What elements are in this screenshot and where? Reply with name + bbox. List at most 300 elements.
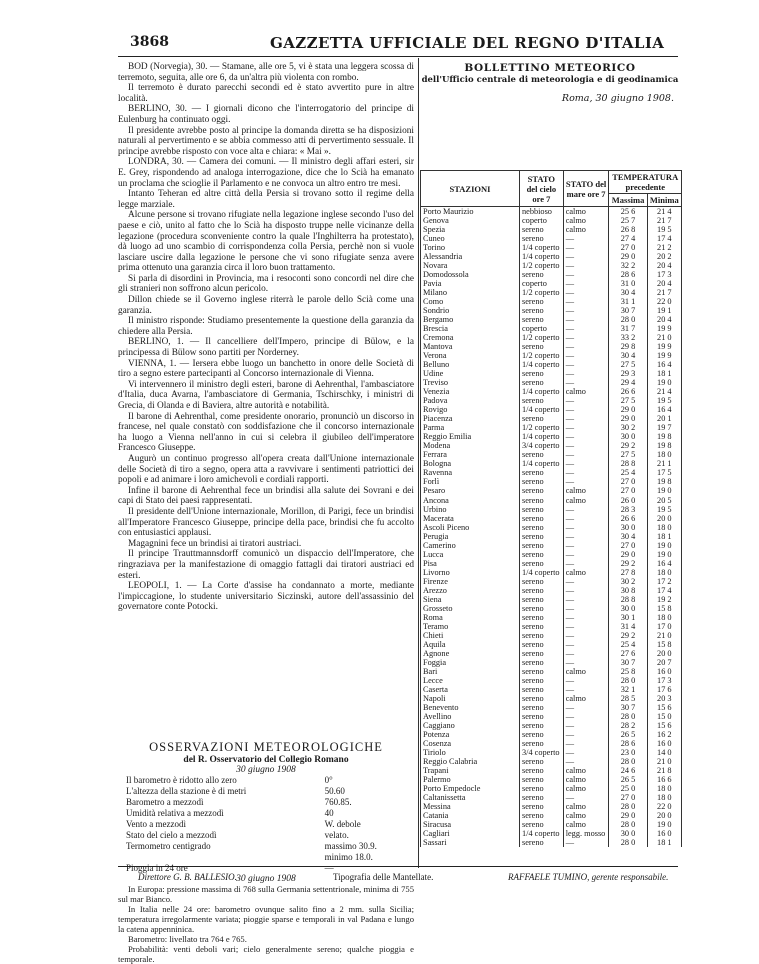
sky-state: sereno (520, 550, 564, 559)
station-name: Bergamo (421, 315, 520, 324)
sky-state: sereno (520, 820, 564, 829)
sea-state: — (563, 306, 609, 315)
sea-state: — (563, 577, 609, 586)
footer-director: Direttore G. B. BALLESIO. (138, 872, 237, 882)
station-row (421, 721, 682, 730)
temp-max: 25 0 (609, 784, 647, 793)
station-name: Modena (421, 441, 520, 450)
station-row (421, 207, 682, 217)
temp-min: 21 7 (647, 288, 681, 297)
sea-state: — (563, 234, 609, 243)
station-name: Cuneo (421, 234, 520, 243)
sea-state: — (563, 532, 609, 541)
station-name: Spezia (421, 225, 520, 234)
observation-value: minimo 18.0. (324, 852, 373, 862)
station-row (421, 766, 682, 775)
sky-state: 1/2 coperto (520, 351, 564, 360)
temp-min: 19 1 (647, 306, 681, 315)
sea-state: — (563, 649, 609, 658)
station-name: Macerata (421, 514, 520, 523)
sky-state: sereno (520, 802, 564, 811)
temp-min: 15 6 (647, 721, 681, 730)
sea-state: — (563, 721, 609, 730)
temp-min: 19 0 (647, 820, 681, 829)
station-name: Chieti (421, 631, 520, 640)
temp-min: 21 1 (647, 459, 681, 468)
temp-max: 26 6 (609, 387, 647, 396)
sky-state: sereno (520, 468, 564, 477)
news-paragraph: Il presidente dell'Unione internazionale, Morillon, di Parigi, fece un brindisi all'Imperatore Francesco Giuseppe, principe della pace, brindisi che fu accolto con entusiastici applausi. (118, 506, 414, 539)
station-name: Porto Maurizio (421, 207, 520, 217)
temp-max: 27 4 (609, 234, 647, 243)
station-name: Catania (421, 811, 520, 820)
sky-state: sereno (520, 721, 564, 730)
station-name: Avellino (421, 712, 520, 721)
temp-min: 22 0 (647, 802, 681, 811)
sky-state: sereno (520, 486, 564, 495)
sea-state: — (563, 351, 609, 360)
temp-min: 20 1 (647, 414, 681, 423)
sky-state: sereno (520, 703, 564, 712)
observation-row (118, 841, 414, 852)
sea-state: calmo (563, 486, 609, 495)
sea-state: — (563, 324, 609, 333)
news-paragraph: Il barone di Aehrenthal, come presidente onorario, pronunciò un discorso in francese, nel quale constatò con soddisfazione che il concorso internazionale ha luogo a Vienna nell'anno in cui si celebra il giubileo dell'imperatore Francesco Giuseppe. (118, 411, 414, 454)
station-row (421, 595, 682, 604)
temp-max: 27 0 (609, 541, 647, 550)
sea-state: — (563, 604, 609, 613)
sky-state: sereno (520, 766, 564, 775)
station-row (421, 757, 682, 766)
temp-max: 31 1 (609, 297, 647, 306)
temp-min: 21 2 (647, 243, 681, 252)
sea-state: — (563, 658, 609, 667)
gazette-title: GAZZETTA UFFICIALE DEL REGNO D'ITALIA (270, 34, 665, 52)
temp-max: 30 8 (609, 586, 647, 595)
news-paragraph: VIENNA, 1. — Iersera ebbe luogo un banchetto in onore delle Società di tiro a segno estere partecipanti al Concorso internazionale di Vienna. (118, 358, 414, 380)
station-row (421, 775, 682, 784)
station-name: Caltanissetta (421, 793, 520, 802)
sea-state: — (563, 748, 609, 757)
station-row (421, 360, 682, 369)
station-name: Udine (421, 369, 520, 378)
sea-state: — (563, 432, 609, 441)
sea-state: calmo (563, 775, 609, 784)
temp-max: 29 2 (609, 631, 647, 640)
sky-state: sereno (520, 739, 564, 748)
sea-state: — (563, 468, 609, 477)
news-paragraph: LONDRA, 30. — Camera dei comuni. — Il ministro degli affari esteri, sir E. Grey, rispondendo ad analoga interrogazione, dice che lo Scià ha emanato un proclama che scioglie il Parlamento e ne convoca un altro entro tre mesi. (118, 157, 414, 189)
sea-state: calmo (563, 802, 609, 811)
sea-state: calmo (563, 820, 609, 829)
sky-state: sereno (520, 532, 564, 541)
station-name: Piacenza (421, 414, 520, 423)
news-paragraph: LEOPOLI, 1. — La Corte d'assise ha condannato a morte, mediante l'impiccagione, lo studente universitario Siczinski, autore dell'assassinio del governatore conte Potocki. (118, 581, 414, 613)
station-name: Messina (421, 802, 520, 811)
sky-state: sereno (520, 658, 564, 667)
news-paragraph: Si parla di disordini in Provincia, ma i resoconti sono concordi nel dire che gli stranieri non soffrono alcun pericolo. (118, 273, 414, 295)
observation-row (118, 819, 414, 830)
station-name: Reggio Calabria (421, 757, 520, 766)
station-row (421, 396, 682, 405)
sea-state: — (563, 441, 609, 450)
sky-state: coperto (520, 324, 564, 333)
sky-state: sereno (520, 315, 564, 324)
temp-min: 17 6 (647, 685, 681, 694)
sea-state: — (563, 595, 609, 604)
temp-min: 17 5 (647, 468, 681, 477)
station-row (421, 351, 682, 360)
station-row (421, 252, 682, 261)
station-row (421, 261, 682, 270)
station-row (421, 550, 682, 559)
station-name: Brescia (421, 324, 520, 333)
sea-state: — (563, 730, 609, 739)
sky-state: coperto (520, 216, 564, 225)
sky-state: 1/4 coperto (520, 432, 564, 441)
observation-value: W. debole (324, 819, 361, 829)
station-name: Agnone (421, 649, 520, 658)
temp-min: 21 0 (647, 631, 681, 640)
sky-state: sereno (520, 631, 564, 640)
station-row (421, 423, 682, 432)
temp-min: 18 0 (647, 613, 681, 622)
sea-state: — (563, 333, 609, 342)
station-row (421, 649, 682, 658)
news-paragraph: Il terremoto è durato parecchi secondi ed è stato avvertito pure in altre località. (118, 83, 414, 104)
sky-state: 1/4 coperto (520, 568, 564, 577)
temp-min: 20 4 (647, 261, 681, 270)
station-row (421, 838, 682, 847)
temp-max: 30 4 (609, 532, 647, 541)
sky-state: sereno (520, 234, 564, 243)
station-name: Parma (421, 423, 520, 432)
station-name: Cagliari (421, 829, 520, 838)
news-paragraph: Il principe Trauttmannsdorff comunicò un dispaccio dell'Imperatore, che ringraziava per la manifestazione di omaggio fattagli dai tiratori austriaci ed esteri. (118, 549, 414, 581)
temp-max: 31 0 (609, 279, 647, 288)
sky-state: sereno (520, 685, 564, 694)
observation-value: velato. (324, 830, 349, 840)
news-paragraph: Il ministro risponde: Studiamo presentemente la questione della garanzia da chiedere alla Persia. (118, 316, 414, 337)
sky-state: sereno (520, 676, 564, 685)
station-row (421, 342, 682, 351)
sky-state: 1/4 coperto (520, 252, 564, 261)
temp-min: 22 0 (647, 297, 681, 306)
sea-state: — (563, 369, 609, 378)
sky-state: 1/2 coperto (520, 261, 564, 270)
sky-state: sereno (520, 306, 564, 315)
station-row (421, 568, 682, 577)
temp-max: 31 7 (609, 324, 647, 333)
sky-state: 1/2 coperto (520, 288, 564, 297)
temp-max: 30 1 (609, 613, 647, 622)
temp-max: 29 2 (609, 559, 647, 568)
station-row (421, 288, 682, 297)
temp-max: 28 6 (609, 270, 647, 279)
temp-max: 27 5 (609, 360, 647, 369)
temp-max: 30 7 (609, 306, 647, 315)
bulletin (420, 62, 680, 848)
station-name: Pesaro (421, 486, 520, 495)
temp-max: 28 0 (609, 802, 647, 811)
temp-max: 29 0 (609, 414, 647, 423)
temp-max: 28 0 (609, 757, 647, 766)
observation-value: massimo 30.9. (324, 841, 377, 851)
sea-state: — (563, 631, 609, 640)
station-row (421, 820, 682, 829)
station-name: Milano (421, 288, 520, 297)
station-row (421, 333, 682, 342)
temp-max: 23 0 (609, 748, 647, 757)
temp-min: 19 0 (647, 550, 681, 559)
temp-max: 27 0 (609, 793, 647, 802)
temp-min: 16 0 (647, 667, 681, 676)
temp-max: 29 0 (609, 811, 647, 820)
station-row (421, 225, 682, 234)
news-paragraph: Alcune persone si trovano rifugiate nella legazione inglese secondo l'uso del paese e ciò, unito al fatto che lo Scià ha disposto truppe nelle vicinanze della legazione (procedura sconveniente contro la quale l'Inghilterra ha protestato), dà luogo ad uno scambio di corrispondenza colla Persia, perchè non si vuole lasciare uscire dalla legazione le persone che vi sono rifugiate senza avere prima ottenuto una garanzia circa il loro buon trattamento. (118, 210, 414, 274)
station-name: Pavia (421, 279, 520, 288)
observation-label: Pioggia in 24 ore (126, 863, 188, 873)
station-name: Forlì (421, 477, 520, 486)
temp-max: 28 0 (609, 676, 647, 685)
station-name: Domodossola (421, 270, 520, 279)
sea-state: — (563, 541, 609, 550)
temp-max: 27 0 (609, 486, 647, 495)
station-row (421, 748, 682, 757)
temp-max: 25 8 (609, 667, 647, 676)
station-row (421, 730, 682, 739)
station-name: Caserta (421, 685, 520, 694)
sea-state: — (563, 360, 609, 369)
temp-max: 30 2 (609, 423, 647, 432)
sky-state: sereno (520, 667, 564, 676)
sea-state: — (563, 712, 609, 721)
sky-state: sereno (520, 640, 564, 649)
station-name: Padova (421, 396, 520, 405)
station-row (421, 622, 682, 631)
sea-state: — (563, 685, 609, 694)
observation-note: Probabilità: venti deboli vari; cielo generalmente sereno; qualche pioggia e temporale. (118, 944, 414, 964)
station-row (421, 523, 682, 532)
temp-min: 18 0 (647, 450, 681, 459)
sky-state: sereno (520, 396, 564, 405)
temp-min: 17 4 (647, 234, 681, 243)
news-paragraph: Dillon chiede se il Governo inglese riterrà le parole dello Scià come una garanzia. (118, 295, 414, 316)
observation-note: In Italia nelle 24 ore: barometro ovunque salito fino a 2 mm. sulla Sicilia; temperatura irregolarmente variata; pioggie sparse e temporali in val Padana e lungo la catena appenninica. (118, 904, 414, 934)
station-name: Firenze (421, 577, 520, 586)
sea-state: — (563, 523, 609, 532)
sky-state: 3/4 coperto (520, 748, 564, 757)
station-row (421, 405, 682, 414)
observations-table (118, 775, 414, 964)
temp-min: 14 0 (647, 748, 681, 757)
station-row (421, 604, 682, 613)
observation-value: 40 (324, 808, 334, 818)
station-row (421, 243, 682, 252)
sky-state: sereno (520, 559, 564, 568)
sea-state: — (563, 288, 609, 297)
col-massima: Massima (609, 194, 647, 207)
temp-max: 29 3 (609, 369, 647, 378)
sky-state: sereno (520, 414, 564, 423)
temp-max: 29 4 (609, 378, 647, 387)
station-row (421, 306, 682, 315)
station-row (421, 541, 682, 550)
temp-min: 20 7 (647, 658, 681, 667)
temp-max: 25 7 (609, 216, 647, 225)
station-name: Ancona (421, 496, 520, 505)
temp-min: 21 8 (647, 766, 681, 775)
bulletin-subtitle: dell'Ufficio centrale di meteorologia e di geodinamica (421, 75, 679, 85)
news-paragraph: Il presidente avrebbe posto al principe la domanda diretta se ha disposizioni naturali al pervertimento e se abbia commesso atti di pervertimento sessuale. Il principe avrebbe risposto con voce alta e chiara: « Mai ». (118, 125, 414, 157)
station-row (421, 468, 682, 477)
sky-state: sereno (520, 297, 564, 306)
station-row (421, 505, 682, 514)
sea-state: calmo (563, 766, 609, 775)
station-name: Belluno (421, 360, 520, 369)
station-row (421, 712, 682, 721)
station-row (421, 315, 682, 324)
station-name: Sassari (421, 838, 520, 847)
temp-max: 28 6 (609, 739, 647, 748)
temp-min: 19 0 (647, 541, 681, 550)
sky-state: sereno (520, 649, 564, 658)
sky-state: 3/4 coperto (520, 441, 564, 450)
temp-min: 19 7 (647, 423, 681, 432)
sea-state: — (563, 514, 609, 523)
sky-state: sereno (520, 496, 564, 505)
station-row (421, 486, 682, 495)
news-paragraph: Infine il barone di Aehrenthal fece un brindisi alla salute dei Sovrani e dei capi di Stato dei paesi rappresentati. (118, 485, 414, 507)
sky-state: sereno (520, 378, 564, 387)
temp-max: 24 6 (609, 766, 647, 775)
sky-state: sereno (520, 730, 564, 739)
sky-state: 1/4 coperto (520, 405, 564, 414)
station-row (421, 432, 682, 441)
temp-min: 15 8 (647, 640, 681, 649)
station-name: Torino (421, 243, 520, 252)
station-row (421, 784, 682, 793)
temp-min: 15 6 (647, 703, 681, 712)
temp-min: 17 4 (647, 586, 681, 595)
col-mare: STATO del mare ore 7 (563, 171, 609, 207)
news-column (118, 62, 414, 613)
sky-state: 1/4 coperto (520, 459, 564, 468)
temp-min: 15 8 (647, 604, 681, 613)
station-name: Como (421, 297, 520, 306)
observations-date: 30 giugno 1908 (236, 765, 296, 775)
temp-min: 20 4 (647, 315, 681, 324)
sea-state: — (563, 676, 609, 685)
station-row (421, 450, 682, 459)
temp-min: 21 0 (647, 757, 681, 766)
observation-value: — (324, 863, 334, 873)
station-name: Lucca (421, 550, 520, 559)
sea-state: calmo (563, 387, 609, 396)
station-name: Siena (421, 595, 520, 604)
news-paragraph: Intanto Teheran ed altre città della Persia si trovano sotto il regime della legge marziale. (118, 189, 414, 210)
station-row (421, 496, 682, 505)
sea-state: — (563, 342, 609, 351)
news-paragraph: BERLINO, 30. — I giornali dicono che l'interrogatorio del principe di Eulenburg ha continuato oggi. (118, 104, 414, 125)
temp-max: 27 0 (609, 477, 647, 486)
station-name: Camerino (421, 541, 520, 550)
station-name: Venezia (421, 387, 520, 396)
sky-state: sereno (520, 369, 564, 378)
station-row (421, 559, 682, 568)
temp-min: 19 0 (647, 486, 681, 495)
observation-row (118, 797, 414, 808)
sea-state: — (563, 757, 609, 766)
temp-max: 29 0 (609, 252, 647, 261)
temp-min: 18 0 (647, 793, 681, 802)
station-name: Perugia (421, 532, 520, 541)
temp-min: 21 0 (647, 333, 681, 342)
sea-state: calmo (563, 207, 609, 217)
station-row (421, 514, 682, 523)
observation-value: 50.60 (324, 786, 345, 796)
station-name: Teramo (421, 622, 520, 631)
news-paragraph: BOD (Norvegia), 30. — Stamane, alle ore 5, vi è stata una leggera scossa di terremoto, seguita, alle ore 6, da un'altra più violenta con rombo. (118, 62, 414, 83)
sea-state: — (563, 793, 609, 802)
footer-printer: Tipografia delle Mantellate. (333, 872, 434, 882)
station-name: Cosenza (421, 739, 520, 748)
station-name: Napoli (421, 694, 520, 703)
footer-manager: RAFFAELE TUMINO, gerente responsabile. (508, 872, 669, 882)
temp-min: 19 9 (647, 342, 681, 351)
temp-max: 27 8 (609, 568, 647, 577)
sky-state: sereno (520, 694, 564, 703)
sea-state: — (563, 261, 609, 270)
page-number: 3868 (130, 34, 169, 50)
temp-min: 17 3 (647, 270, 681, 279)
sky-state: 1/4 coperto (520, 387, 564, 396)
station-name: Bologna (421, 459, 520, 468)
sky-state: sereno (520, 784, 564, 793)
temp-min: 15 0 (647, 712, 681, 721)
observation-value: 760.85. (324, 797, 352, 807)
bulletin-title: BOLLETTINO METEORICO (464, 62, 636, 74)
observation-label: Stato del cielo a mezzodì (126, 830, 217, 840)
temp-min: 20 5 (647, 496, 681, 505)
sky-state: sereno (520, 514, 564, 523)
observation-row (118, 775, 414, 786)
sea-state: calmo (563, 225, 609, 234)
temp-min: 18 0 (647, 568, 681, 577)
station-name: Ascoli Piceno (421, 523, 520, 532)
temp-max: 25 6 (609, 207, 647, 217)
station-name: Lecce (421, 676, 520, 685)
sea-state: — (563, 559, 609, 568)
station-row (421, 658, 682, 667)
temp-max: 26 5 (609, 775, 647, 784)
temp-min: 19 8 (647, 441, 681, 450)
footer-rule (118, 866, 678, 867)
temp-max: 28 8 (609, 595, 647, 604)
station-name: Alessandria (421, 252, 520, 261)
station-name: Pisa (421, 559, 520, 568)
observations-date-2: 30 giugno 1908 (236, 874, 296, 884)
station-row (421, 811, 682, 820)
observation-row (118, 852, 414, 863)
station-name: Livorno (421, 568, 520, 577)
temp-min: 18 0 (647, 784, 681, 793)
sea-state: — (563, 252, 609, 261)
station-name: Roma (421, 613, 520, 622)
sky-state: sereno (520, 505, 564, 514)
observation-label: L'altezza della stazione è di metri (126, 786, 247, 796)
observation-row (118, 786, 414, 797)
